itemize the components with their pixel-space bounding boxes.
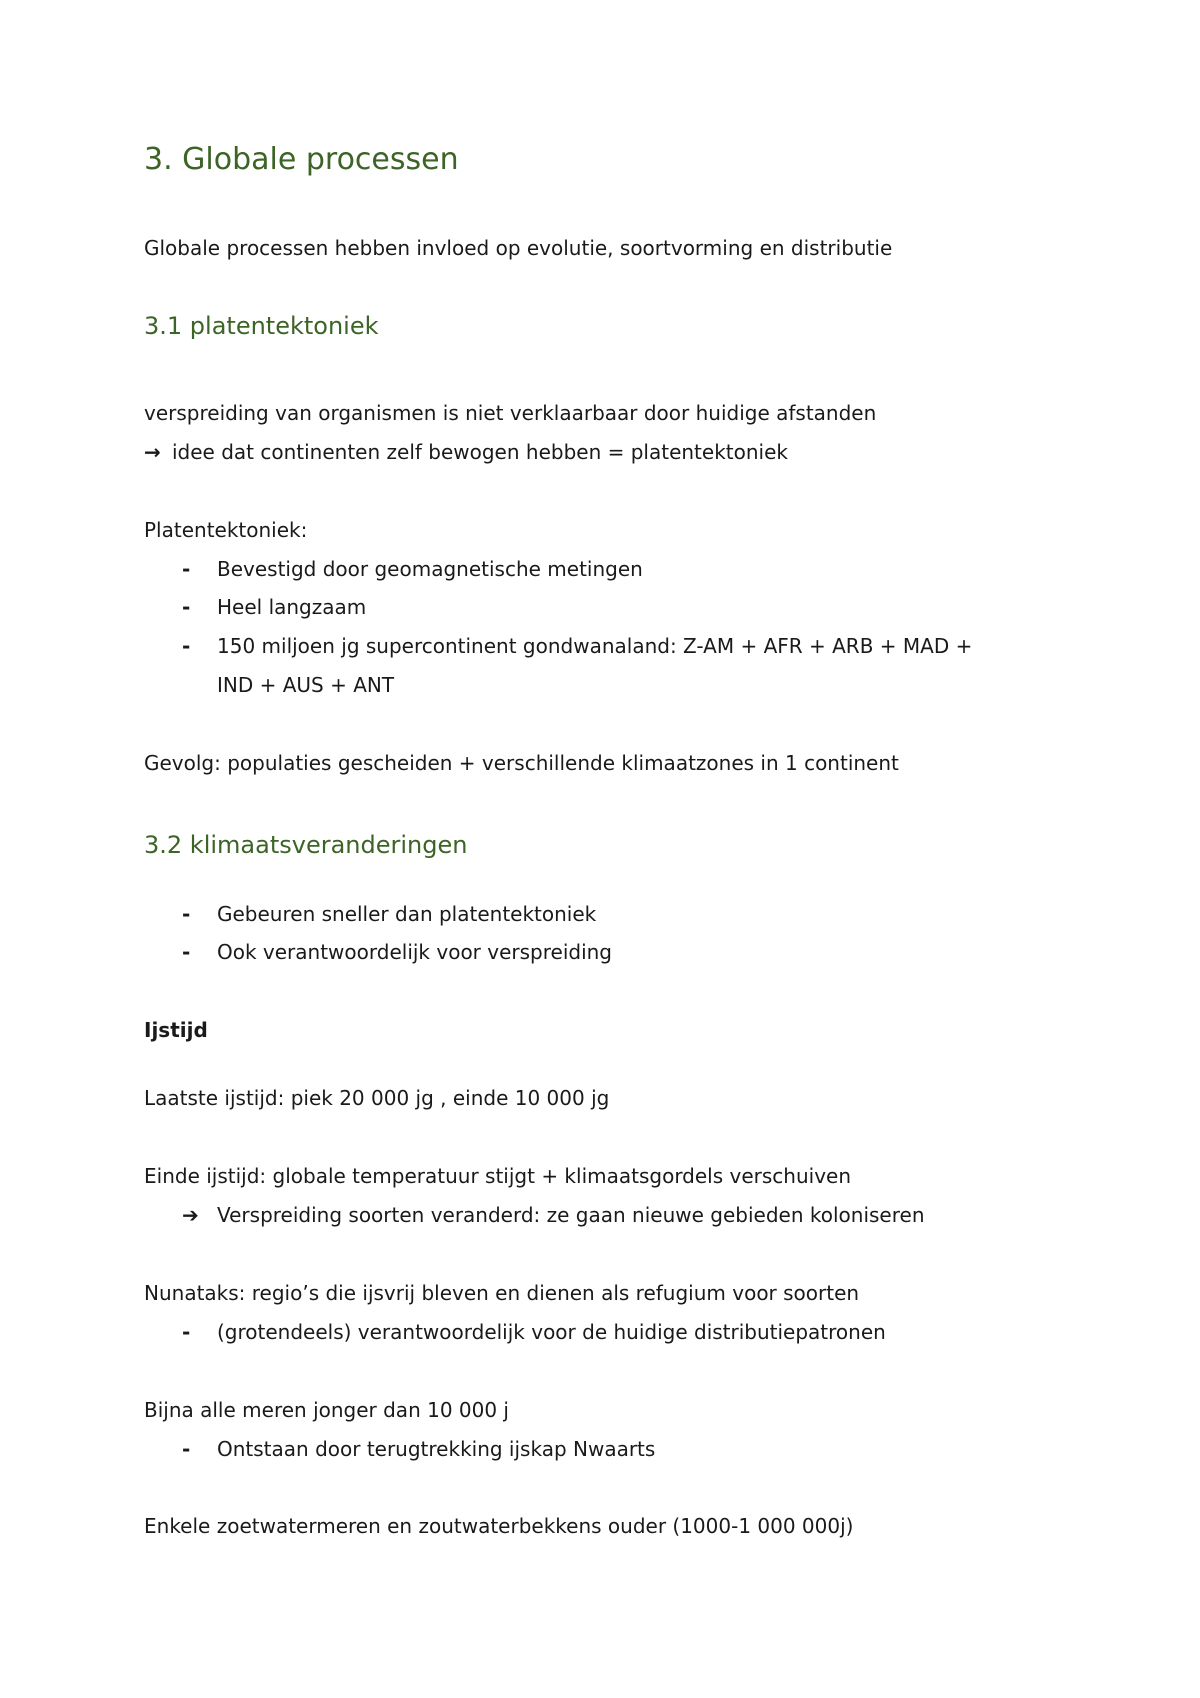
list-item-text: Gebeuren sneller dan platentektoniek <box>217 902 597 926</box>
list-item-text: Ontstaan door terugtrekking ijskap Nwaarts <box>217 1437 656 1461</box>
arrow-right-icon: ➔ <box>182 1203 199 1227</box>
list-item <box>144 901 1044 927</box>
list-item <box>144 556 1044 582</box>
bullet-dash-icon: - <box>182 634 191 658</box>
section-heading-platentektoniek: 3.1 platentektoniek <box>144 312 379 340</box>
paragraph-nunataks: Nunataks: regio’s die ijsvrij bleven en dienen als refugium voor soorten <box>144 1281 860 1305</box>
list-item-text: Heel langzaam <box>217 595 367 619</box>
list-item <box>144 939 1044 965</box>
paragraph-verspreiding: verspreiding van organismen is niet verklaarbaar door huidige afstanden <box>144 401 877 425</box>
bullet-dash-icon: - <box>182 1437 191 1461</box>
bullet-dash-icon: - <box>182 1320 191 1344</box>
paragraph-enkele: Enkele zoetwatermeren en zoutwaterbekkens ouder (1000-1 000 000j) <box>144 1514 854 1538</box>
bullet-dash-icon: - <box>182 595 191 619</box>
list-item-text: (grotendeels) verantwoordelijk voor de huidige distributiepatronen <box>217 1320 886 1344</box>
arrow-line-verspreiding <box>144 1202 1044 1228</box>
list-item <box>144 1436 1044 1462</box>
list-item-text-continued: IND + AUS + ANT <box>217 673 395 697</box>
paragraph-laatste-ijstijd: Laatste ijstijd: piek 20 000 jg , einde 10 000 jg <box>144 1086 610 1110</box>
arrow-right-icon: → <box>144 440 161 464</box>
list-item <box>144 1319 1044 1345</box>
bullet-dash-icon: - <box>182 940 191 964</box>
label-platentektoniek: Platentektoniek: <box>144 518 308 542</box>
paragraph-einde-ijstijd: Einde ijstijd: globale temperatuur stijgt + klimaatsgordels verschuiven <box>144 1164 852 1188</box>
list-item-text: Ook verantwoordelijk voor verspreiding <box>217 940 612 964</box>
list-item-text: 150 miljoen jg supercontinent gondwanaland: Z-AM + AFR + ARB + MAD + <box>217 634 973 658</box>
arrow-line-idee <box>144 439 1044 465</box>
intro-paragraph: Globale processen hebben invloed op evolutie, soortvorming en distributie <box>144 236 893 260</box>
bullet-dash-icon: - <box>182 557 191 581</box>
list-item <box>144 594 1044 620</box>
arrow-line-text: Verspreiding soorten veranderd: ze gaan nieuwe gebieden koloniseren <box>217 1203 925 1227</box>
paragraph-gevolg: Gevolg: populaties gescheiden + verschillende klimaatzones in 1 continent <box>144 751 899 775</box>
paragraph-meren: Bijna alle meren jonger dan 10 000 j <box>144 1398 509 1422</box>
list-item <box>144 633 1044 699</box>
section-heading-klimaatsveranderingen: 3.2 klimaatsveranderingen <box>144 831 468 859</box>
page-title: 3. Globale processen <box>144 142 459 177</box>
arrow-line-text: idee dat continenten zelf bewogen hebben = platentektoniek <box>172 440 788 464</box>
list-item-text: Bevestigd door geomagnetische metingen <box>217 557 643 581</box>
bullet-dash-icon: - <box>182 902 191 926</box>
subheading-ijstijd: Ijstijd <box>144 1018 208 1042</box>
